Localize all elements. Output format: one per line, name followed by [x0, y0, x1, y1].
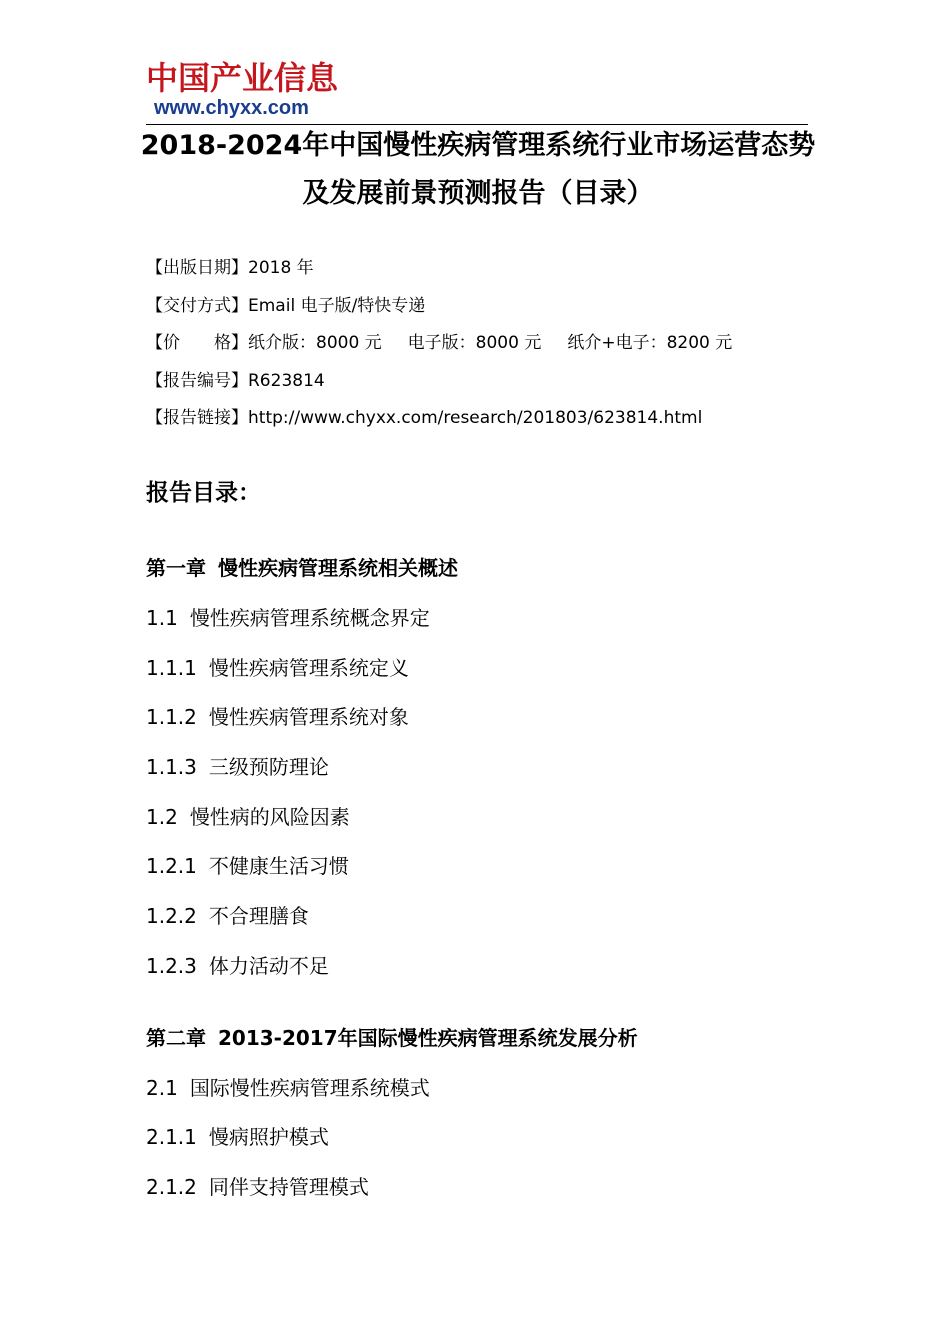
- chapter-number: 第二章: [146, 1026, 206, 1050]
- meta-publish-label: 【出版日期】: [146, 258, 248, 278]
- logo-url: www.chyxx.com: [154, 97, 309, 119]
- toc-heading: 报告目录：: [146, 480, 261, 506]
- toc-item: [146, 853, 349, 879]
- meta-link: [146, 407, 702, 429]
- toc-item: [146, 655, 409, 681]
- toc-item: [146, 1124, 329, 1150]
- toc-item-number: 1.1: [146, 606, 178, 630]
- report-title: 2018-2024年中国慢性疾病管理系统行业市场运营态势及发展前景预测报告（目录）: [140, 130, 816, 209]
- toc-item-number: 1.2.1: [146, 854, 197, 878]
- toc-item-text: 慢性疾病管理系统对象: [208, 705, 409, 729]
- toc-item-text: 国际慢性疾病管理系统模式: [189, 1076, 430, 1100]
- toc-item: [146, 953, 329, 979]
- toc-item-text: 不健康生活习惯: [208, 854, 349, 878]
- chapter-title: 慢性疾病管理系统相关概述: [218, 556, 458, 580]
- toc-item-number: 2.1: [146, 1076, 178, 1100]
- meta-price: [146, 332, 732, 354]
- toc-item-text: 不合理膳食: [208, 904, 309, 928]
- toc-item: [146, 903, 309, 929]
- chapter-title: 2013-2017年国际慢性疾病管理系统发展分析: [218, 1026, 638, 1050]
- toc-item-text: 慢性疾病管理系统定义: [208, 656, 409, 680]
- meta-price-both: 纸介+电子：8200 元: [567, 333, 733, 353]
- toc-item-number: 1.2.3: [146, 954, 197, 978]
- toc-item-text: 三级预防理论: [208, 755, 329, 779]
- toc-item: [146, 1075, 430, 1101]
- toc-item: [146, 704, 409, 730]
- toc-item-number: 1.1.2: [146, 705, 197, 729]
- meta-link-label: 【报告链接】: [146, 408, 248, 428]
- meta-price-label: 【价 格】: [146, 333, 248, 353]
- toc-item: [146, 804, 350, 830]
- meta-publish-value: 2018 年: [248, 258, 314, 278]
- logo: [146, 54, 354, 124]
- meta-code-label: 【报告编号】: [146, 371, 248, 391]
- meta-code-value: R623814: [248, 371, 325, 391]
- toc-item-number: 2.1.2: [146, 1175, 197, 1199]
- meta-publish: [146, 257, 314, 279]
- meta-delivery: [146, 295, 425, 317]
- toc-item-number: 2.1.1: [146, 1125, 197, 1149]
- chapter-heading: [146, 1025, 638, 1051]
- toc-item-number: 1.1.1: [146, 656, 197, 680]
- toc-item-number: 1.2: [146, 805, 178, 829]
- meta-delivery-value: Email 电子版/特快专递: [248, 296, 426, 316]
- meta-price-electronic: 电子版：8000 元: [407, 333, 542, 353]
- meta-price-paper: 纸介版：8000 元: [248, 333, 382, 353]
- logo-name: 中国产业信息: [146, 59, 339, 97]
- toc-item-text: 体力活动不足: [208, 954, 329, 978]
- toc-item-number: 1.2.2: [146, 904, 197, 928]
- toc-item-number: 1.1.3: [146, 755, 197, 779]
- chapter-number: 第一章: [146, 556, 206, 580]
- meta-link-value[interactable]: http://www.chyxx.com/research/201803/623814.html: [248, 408, 703, 428]
- toc-item: [146, 754, 329, 780]
- toc-item-text: 慢病照护模式: [208, 1125, 329, 1149]
- toc-item: [146, 605, 430, 631]
- toc-item: [146, 1174, 369, 1200]
- toc-item-text: 同伴支持管理模式: [208, 1175, 369, 1199]
- meta-delivery-label: 【交付方式】: [146, 296, 248, 316]
- meta-code: [146, 370, 325, 392]
- chapter-heading: [146, 555, 458, 581]
- toc-item-text: 慢性病的风险因素: [189, 805, 350, 829]
- toc-item-text: 慢性疾病管理系统概念界定: [189, 606, 430, 630]
